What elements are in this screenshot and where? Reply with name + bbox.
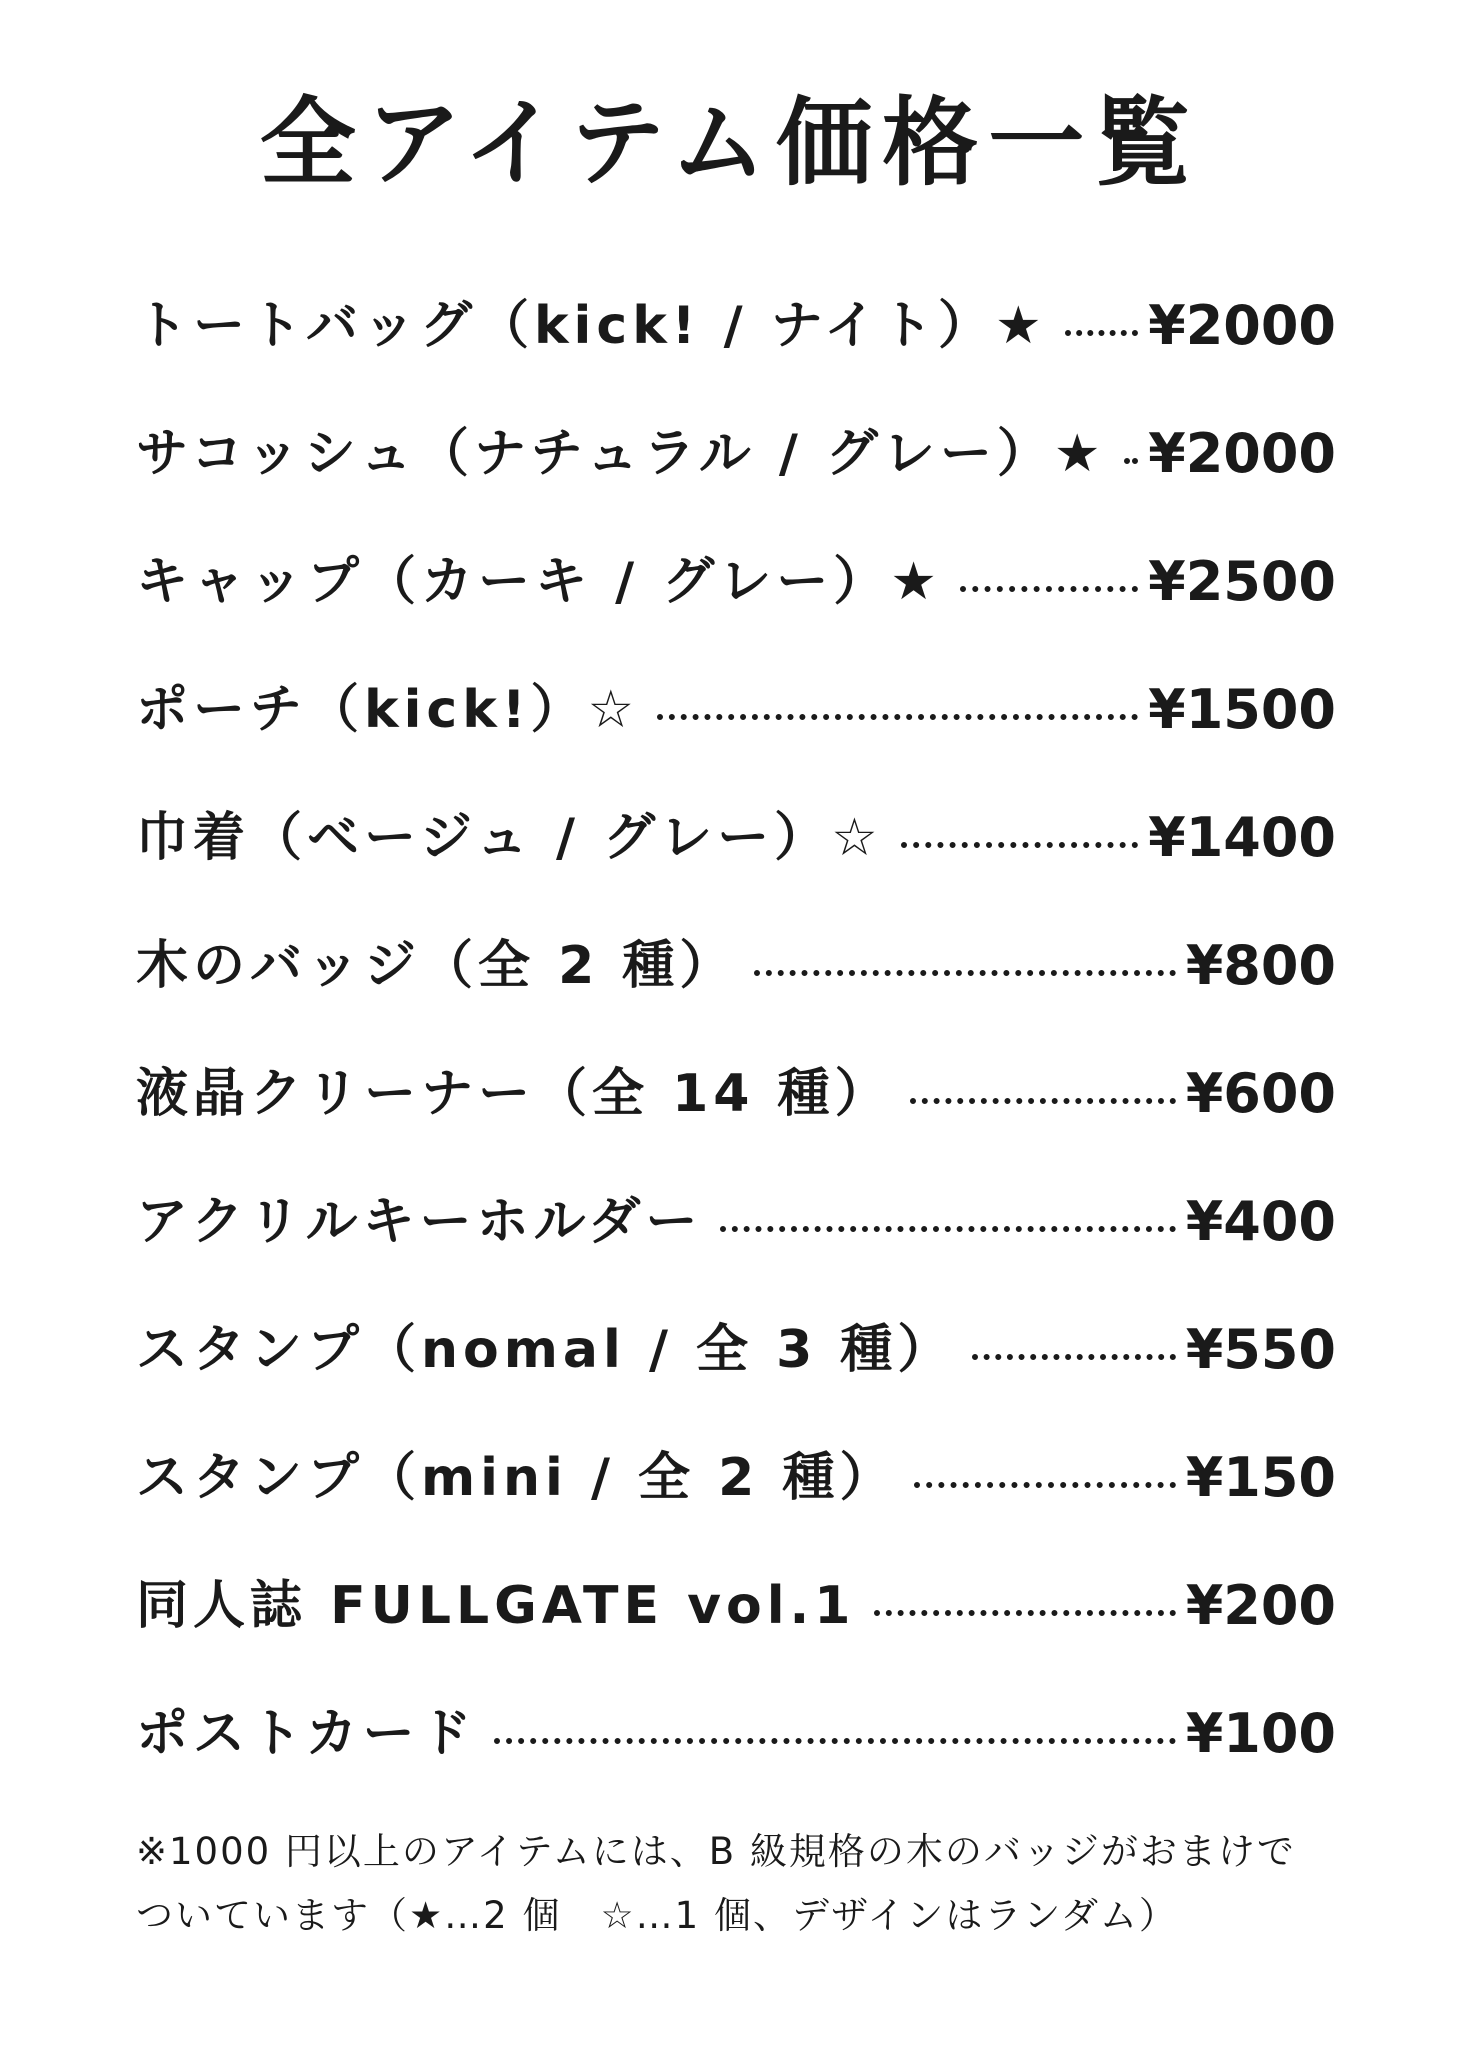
dot-leader — [720, 1226, 1175, 1232]
item-name: サコッシュ（ナチュラル / グレー）★ — [136, 424, 1106, 484]
item-price: ¥550 — [1185, 1318, 1336, 1381]
item-name: ポストカード — [136, 1704, 477, 1764]
dot-leader — [960, 586, 1138, 592]
item-name: ポーチ（kick!）☆ — [136, 680, 640, 740]
item-name: 木のバッジ（全 2 種） — [136, 936, 737, 996]
item-price: ¥1400 — [1148, 806, 1336, 869]
item-price: ¥2000 — [1148, 422, 1336, 485]
item-name: スタンプ（mini / 全 2 種） — [136, 1448, 897, 1508]
footnote — [136, 1820, 1356, 1948]
dot-leader — [972, 1354, 1175, 1360]
price-row — [136, 774, 1336, 902]
dot-leader — [914, 1482, 1175, 1488]
price-row — [136, 1542, 1336, 1670]
price-row — [136, 1286, 1336, 1414]
dot-leader — [901, 842, 1138, 848]
item-name: トートバッグ（kick! / ナイト）★ — [136, 296, 1047, 356]
item-name: 液晶クリーナー（全 14 種） — [136, 1064, 892, 1124]
price-row — [136, 262, 1336, 390]
dot-leader — [657, 714, 1138, 720]
price-row — [136, 1414, 1336, 1542]
price-row — [136, 518, 1336, 646]
price-row — [136, 646, 1336, 774]
item-name: 同人誌 FULLGATE vol.1 — [136, 1576, 856, 1636]
footnote-line: ついています（★…2 個 ☆…1 個、デザインはランダム） — [136, 1894, 1178, 1937]
item-name: アクリルキーホルダー — [136, 1192, 703, 1252]
dot-leader — [754, 970, 1175, 976]
page-title: 全アイテム価格一覧 — [259, 87, 1201, 199]
dot-leader — [910, 1098, 1176, 1104]
item-price: ¥1500 — [1148, 678, 1336, 741]
price-list — [136, 262, 1336, 1798]
item-price: ¥2000 — [1148, 294, 1336, 357]
dot-leader — [1065, 330, 1138, 336]
price-row — [136, 1158, 1336, 1286]
price-row — [136, 1670, 1336, 1798]
item-price: ¥800 — [1185, 934, 1336, 997]
price-row — [136, 390, 1336, 518]
item-price: ¥2500 — [1148, 550, 1336, 613]
item-price: ¥200 — [1185, 1574, 1336, 1637]
footnote-line: ※1000 円以上のアイテムには、B 級規格の木のバッジがおまけで — [136, 1830, 1296, 1873]
price-row — [136, 902, 1336, 1030]
item-price: ¥600 — [1185, 1062, 1336, 1125]
item-price: ¥400 — [1185, 1190, 1336, 1253]
price-row — [136, 1030, 1336, 1158]
item-name: キャップ（カーキ / グレー）★ — [136, 552, 942, 612]
item-price: ¥100 — [1185, 1702, 1336, 1765]
item-price: ¥150 — [1185, 1446, 1336, 1509]
dot-leader — [874, 1610, 1176, 1616]
dot-leader — [1124, 458, 1139, 464]
dot-leader — [494, 1738, 1175, 1744]
item-name: スタンプ（nomal / 全 3 種） — [136, 1320, 955, 1380]
item-name: 巾着（ベージュ / グレー）☆ — [136, 808, 883, 868]
